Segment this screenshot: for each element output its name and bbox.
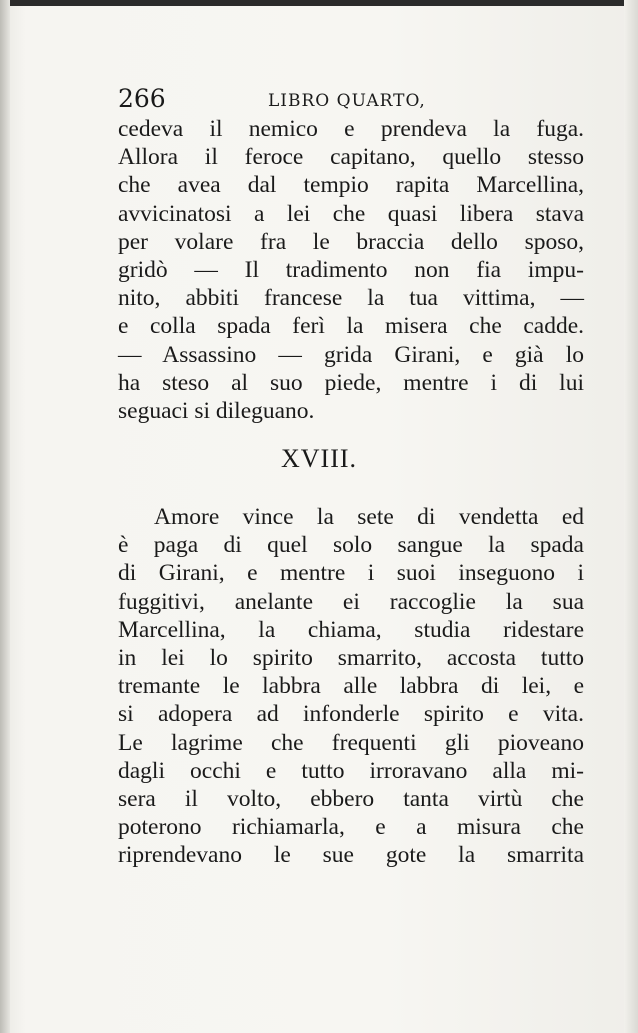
text-line: che avea dal tempio rapita Marcellina,: [118, 172, 584, 199]
text-line: e colla spada ferì la misera che cadde.: [118, 313, 584, 340]
text-line: riprendevano le sue gote la smarrita: [118, 842, 584, 869]
text-line: gridò — Il tradimento non fia impu-: [118, 256, 584, 283]
text-line: per volare fra le braccia dello sposo,: [118, 228, 584, 255]
page-number: 266: [118, 84, 166, 113]
text-line: avvicinatosi a lei che quasi libera stava: [118, 200, 584, 227]
page-right-edge: [624, 0, 638, 1033]
text-line: Amore vince la sete di vendetta ed: [154, 504, 584, 530]
page-gutter: [0, 0, 10, 1033]
text-line: ha steso al suo piede, mentre i di lui: [118, 369, 584, 396]
text-line: tremante le labbra alle labbra di lei, e: [118, 673, 584, 700]
text-line: in lei lo spirito smarrito, accosta tutto: [118, 644, 584, 671]
text-line: cedeva il nemico e prendeva la fuga.: [118, 116, 584, 142]
paragraph-1: [118, 115, 584, 425]
text-line: poterono richiamarla, e a misura che: [118, 814, 584, 841]
text-line: sera il volto, ebbero tanta virtù che: [118, 785, 584, 812]
section-heading: XVIII.: [280, 444, 358, 473]
text-line: si adopera ad infonderle spirito e vita.: [118, 701, 584, 728]
paragraph-2: [118, 503, 584, 869]
text-line: seguaci si dileguano.: [118, 397, 315, 424]
text-line: è paga di quel solo sangue la spada: [118, 532, 584, 559]
text-line: — Assassino — grida Girani, e già lo: [118, 341, 584, 368]
text-line: nito, abbiti francese la tua vittima, —: [118, 285, 584, 312]
text-line: Marcellina, la chiama, studia ridestare: [118, 616, 584, 643]
scan-top-edge: [0, 0, 638, 6]
text-line: di Girani, e mentre i suoi inseguono i: [118, 560, 584, 587]
text-line: Allora il feroce capitano, quello stesso: [118, 144, 584, 171]
text-line: dagli occhi e tutto irroravano alla mi-: [118, 757, 584, 784]
running-head: [118, 82, 588, 116]
text-line: Le lagrime che frequenti gli pioveano: [118, 729, 584, 756]
running-title: LIBRO QUARTO,: [268, 91, 426, 111]
text-line: fuggitivi, anelante ei raccoglie la sua: [118, 588, 584, 615]
